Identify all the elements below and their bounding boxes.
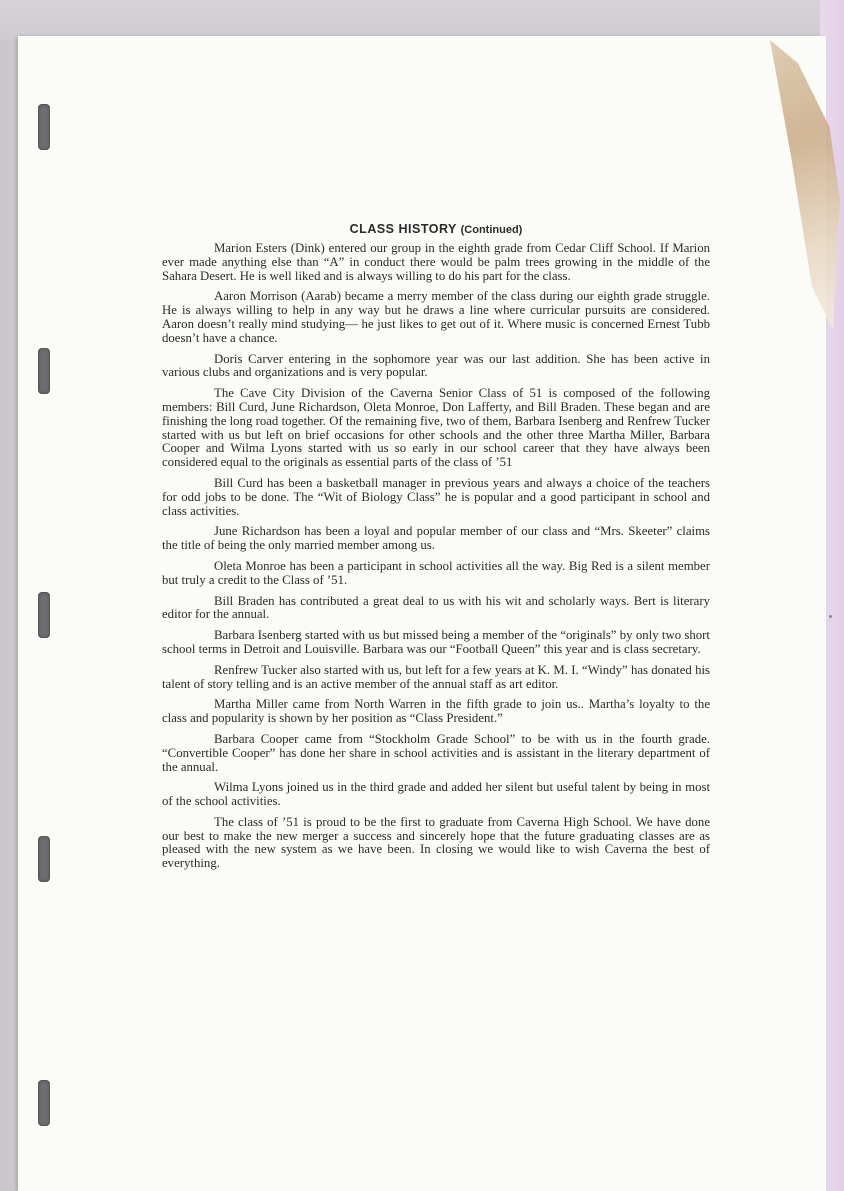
margin-speck <box>829 615 832 618</box>
paragraph: Oleta Monroe has been a participant in school activities all the way. Big Red is a silent member but truly a credit to the Class of ’51. <box>162 558 710 587</box>
title-suffix: (Continued) <box>460 224 523 236</box>
paragraph: Barbara Cooper came from “Stockholm Grade School” to be with us in the fourth grade. “Convertible Cooper” has done her share in school activities and is assistant in the literary department of the annual. <box>162 731 710 774</box>
paragraph: Marion Esters (Dink) entered our group in the eighth grade from Cedar Cliff School. If Marion ever made anything else than “A” in conduct there would be palm trees growing in the middle of the Sahara Desert. He is well liked and is always willing to do his part for the class. <box>162 241 710 283</box>
paragraph: Bill Braden has contributed a great deal to us with his wit and scholarly ways. Bert is literary editor for the annual. <box>162 593 710 622</box>
background-top <box>0 0 844 40</box>
title-text: CLASS HISTORY <box>349 222 457 236</box>
paragraph: Bill Curd has been a basketball manager in previous years and always a choice of the teachers for odd jobs to be done. The “Wit of Biology Class” he is popular and a good participant in school and class activities. <box>162 475 710 518</box>
document-body <box>162 222 710 878</box>
paragraph: The Cave City Division of the Caverna Senior Class of 51 is composed of the following members: Bill Curd, June Richardson, Oleta Monroe, Don Lafferty, and Bill Braden. These began and are finishing the long road together. Of the remaining five, two of them, Barbara Isenberg and Renfrew Tucker started with us but left on brief occasions for other schools and the other three Martha Miller, Barbara Cooper and Wilma Lyons started with us so early in our school career that they have always been considered equal to the originals as essential parts of the class of ’51 <box>162 386 710 470</box>
paragraph: The class of ’51 is proud to be the first to graduate from Caverna High School. We have done our best to make the new merger a success and sincerely hope that the future graduating classes are as pleased with the new system as we have been. In closing we would like to wish Caverna the best of everything. <box>162 814 710 871</box>
binder-hole <box>38 348 50 394</box>
paragraph: June Richardson has been a loyal and popular member of our class and “Mrs. Skeeter” claims the title of being the only married member among us. <box>162 524 710 553</box>
paragraph: Barbara Isenberg started with us but missed being a member of the “originals” by only two short school terms in Detroit and Louisville. Barbara was our “Football Queen” this year and is class secretary. <box>162 628 710 656</box>
binder-hole <box>38 104 50 150</box>
binder-hole <box>38 836 50 882</box>
paragraph: Doris Carver entering in the sophomore year was our last addition. She has been active in various clubs and organizations and is very popular. <box>162 351 710 380</box>
paragraph: Aaron Morrison (Aarab) became a merry member of the class during our eighth grade struggle. He is always willing to help in any way but he draws a line where curricular pursuits are considered. Aaron doesn’t really mind studying— he just likes to get out of it. Where music is concerned Ernest Tubb doesn’t have a chance. <box>162 289 710 345</box>
binder-hole <box>38 592 50 638</box>
binder-hole <box>38 1080 50 1126</box>
paragraph: Wilma Lyons joined us in the third grade and added her silent but useful talent by being in most of the school activities. <box>162 780 710 809</box>
page-title <box>162 222 710 236</box>
paragraph: Renfrew Tucker also started with us, but left for a few years at K. M. I. “Windy” has donated his talent of story telling and is an active member of the annual staff as art editor. <box>162 662 710 691</box>
paragraph: Martha Miller came from North Warren in the fifth grade to join us.. Martha’s loyalty to the class and popularity is shown by her position as “Class President.” <box>162 697 710 726</box>
